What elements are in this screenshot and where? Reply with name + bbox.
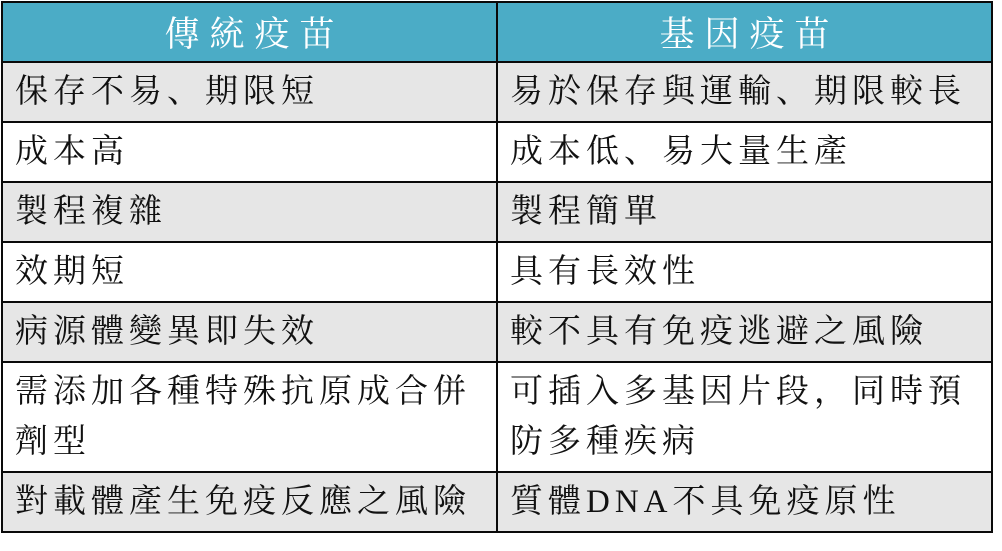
table-row-mutation <box>2 302 992 362</box>
cell-gene-mutation: 較不具有免疫逃避之風險 <box>497 302 992 362</box>
cell-traditional-immunogenicity: 對載體產生免疫反應之風險 <box>2 472 497 532</box>
cell-traditional-process: 製程複雜 <box>2 182 497 242</box>
comparison-table <box>1 1 993 533</box>
vaccine-comparison-table <box>1 1 993 533</box>
cell-gene-storage: 易於保存與運輸、期限較長 <box>497 62 992 122</box>
cell-traditional-mutation: 病源體變異即失效 <box>2 302 497 362</box>
table-row-immunogenicity <box>2 472 992 532</box>
cell-gene-immunogenicity: 質體DNA不具免疫原性 <box>497 472 992 532</box>
table-row-antigen <box>2 362 992 472</box>
table-row-process <box>2 182 992 242</box>
cell-gene-cost: 成本低、易大量生產 <box>497 122 992 182</box>
cell-traditional-cost: 成本高 <box>2 122 497 182</box>
cell-traditional-storage: 保存不易、期限短 <box>2 62 497 122</box>
table-row-duration <box>2 242 992 302</box>
table-row-storage <box>2 62 992 122</box>
cell-traditional-antigen: 需添加各種特殊抗原成合併劑型 <box>2 362 497 472</box>
cell-gene-process: 製程簡單 <box>497 182 992 242</box>
header-gene-vaccine: 基因疫苗 <box>497 2 992 62</box>
header-row <box>2 2 992 62</box>
cell-gene-duration: 具有長效性 <box>497 242 992 302</box>
cell-gene-antigen: 可插入多基因片段，同時預防多種疾病 <box>497 362 992 472</box>
cell-traditional-duration: 效期短 <box>2 242 497 302</box>
table-row-cost <box>2 122 992 182</box>
header-traditional-vaccine: 傳統疫苗 <box>2 2 497 62</box>
